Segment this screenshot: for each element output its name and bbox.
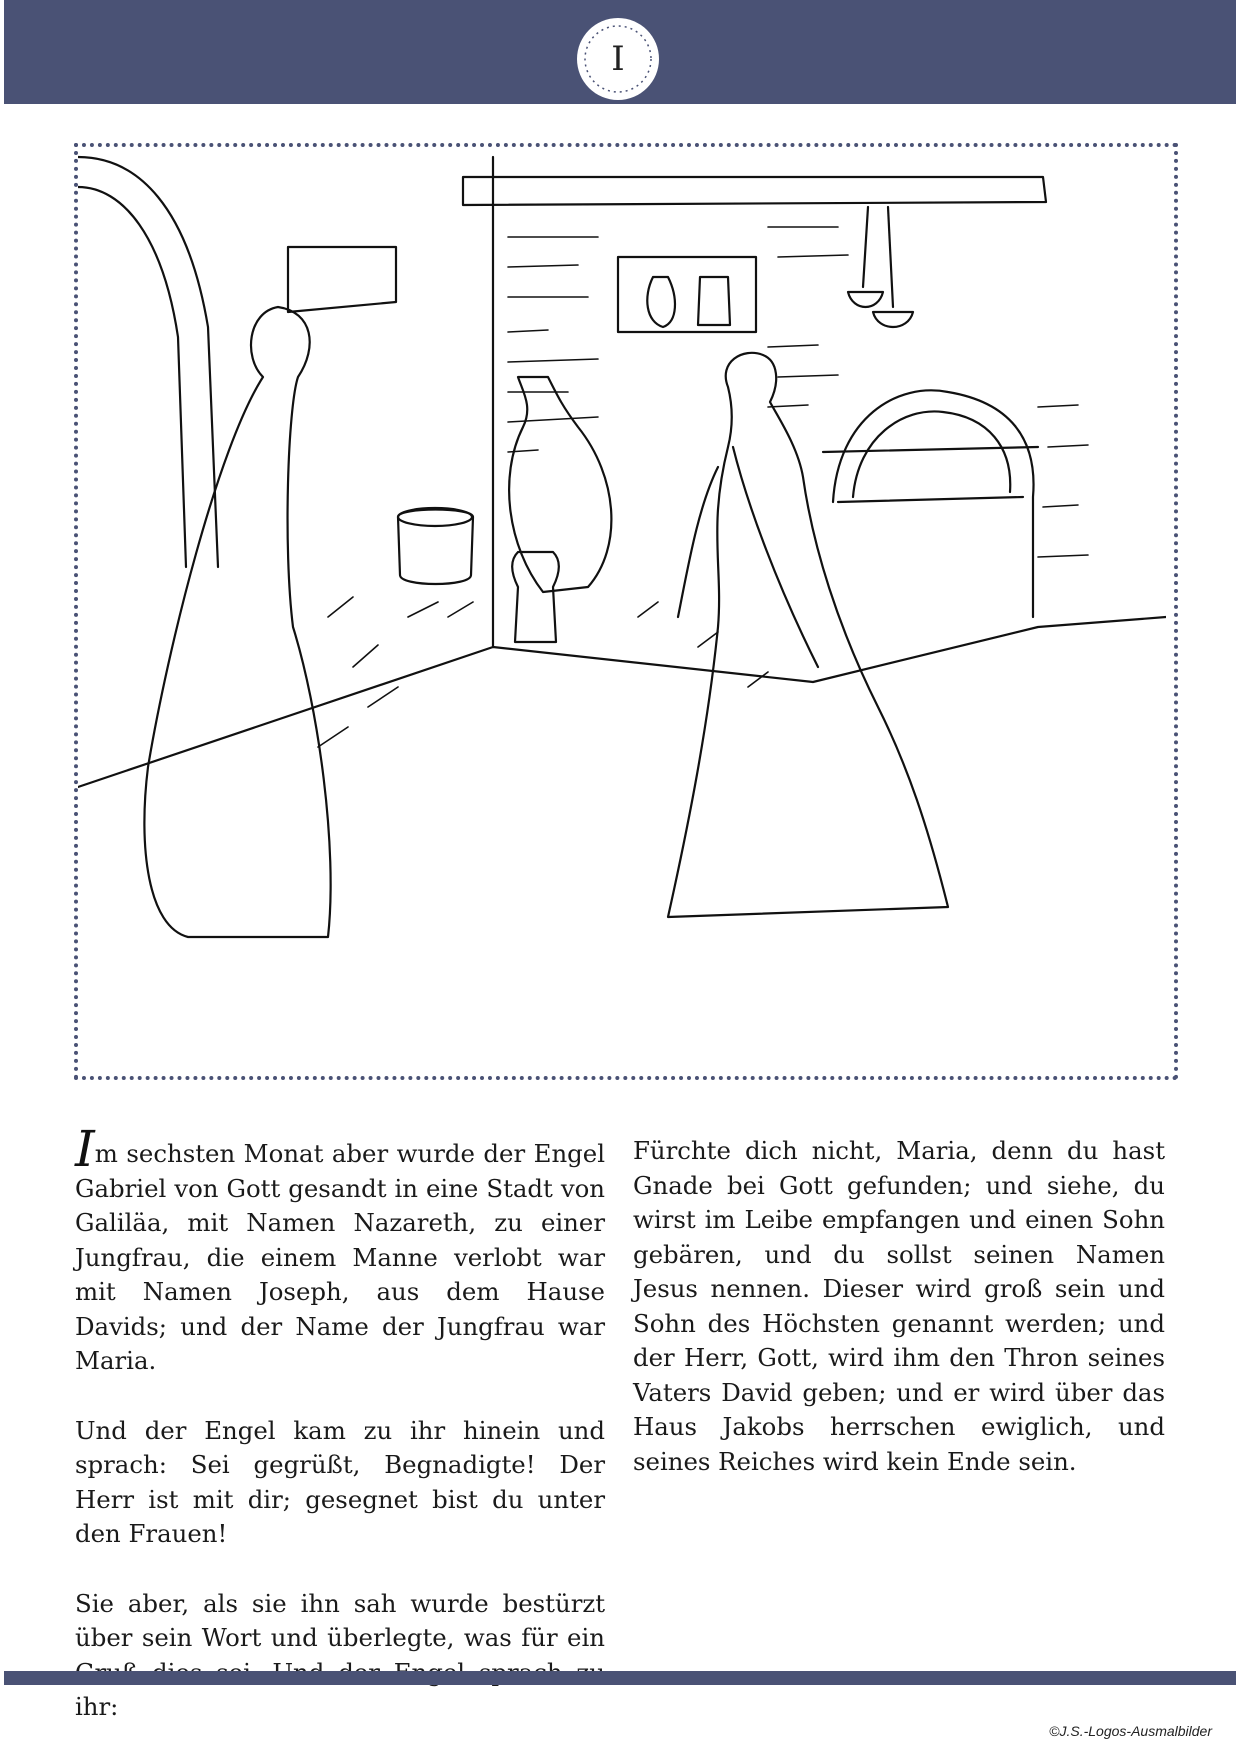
text-column-left: [75, 1120, 605, 1760]
ceiling-beam: [463, 177, 1046, 205]
paragraph-2: Und der Engel kam zu ihr hinein und sprach: Sei gegrüßt, Begnadigte! Der Herr ist mit dir; gesegnet bist du unter den Frauen!: [75, 1415, 605, 1548]
angel-figure: [144, 307, 330, 937]
hanging-pots: [863, 207, 868, 287]
maria-figure: [668, 353, 948, 917]
paragraph-3: Sie aber, als sie ihn sah wurde bestürzt über sein Wort und überlegte, was für ein ihr:: [75, 1588, 605, 1721]
amphora: [509, 377, 611, 592]
text-column-right: [633, 1134, 1165, 1514]
footer-band: [4, 1671, 1236, 1685]
page-number-badge: [577, 18, 659, 100]
bucket: [398, 510, 473, 585]
drop-cap: I: [75, 1120, 95, 1178]
annunciation-illustration: [78, 147, 1166, 1068]
oven-arch: [833, 390, 1034, 617]
paragraph-4: Fürchte dich nicht, Maria, denn du hast Gnade bei Gott gefunden; und siehe, du wirst im Leibe empfangen und einen Sohn gebären, und du sollst seinen Namen Jesus nennen. Dieser wird groß sein und Sohn des Höchsten genannt werden; und der Herr, Gott, wird ihm den Thron seines Vaters David geben; und er wird über das Haus Jakobs herrschen ewiglich, und seines Reiches wird kein Ende sein.: [633, 1136, 1165, 1476]
paragraph-1-text: m sechsten Monat aber wurde der Engel Gabriel von Gott gesandt in eine Stadt von Galiläa, mit Namen Nazareth, zu einer Jungfrau, die einem Manne verlobt war mit Namen Joseph, aus dem Hause Davids; und der Name der Jungfrau war Maria.: [75, 1139, 605, 1375]
small-jug: [512, 552, 559, 642]
wall-niche: [618, 257, 756, 332]
left-arch: [78, 157, 218, 567]
paragraph-1: [75, 1120, 605, 1379]
page-number: I: [611, 39, 625, 79]
copyright-notice: ©J.S.-Logos-Ausmalbilder: [1049, 1723, 1212, 1739]
small-window: [288, 247, 396, 312]
floor-line: [78, 617, 1166, 787]
